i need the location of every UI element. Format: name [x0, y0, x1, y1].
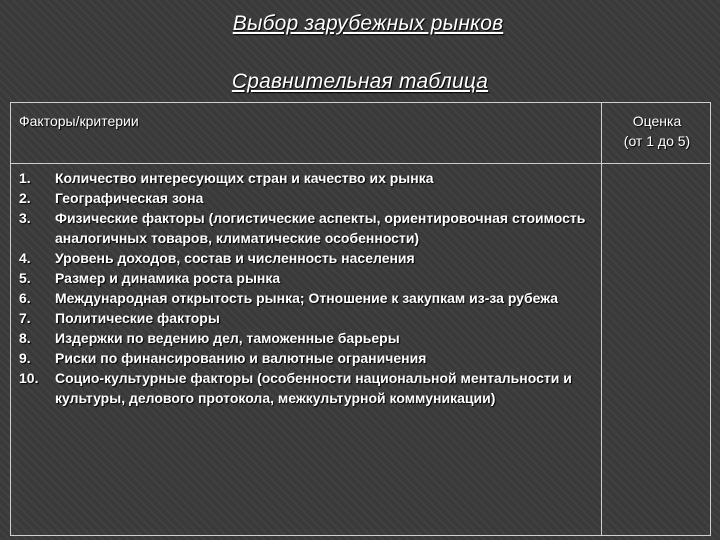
item-text: Размер и динамика роста рынка — [55, 270, 281, 286]
list-item — [19, 328, 593, 348]
header-score-title: Оценка — [632, 113, 682, 129]
item-text: Политические факторы — [55, 310, 220, 326]
item-number: 5. — [19, 270, 31, 286]
item-number: 10. — [19, 370, 39, 386]
item-text: Международная открытость рынка; Отношение к закупкам из-за рубежа — [55, 290, 559, 306]
list-item — [19, 188, 593, 208]
header-score — [602, 103, 711, 164]
item-number: 3. — [19, 210, 31, 226]
factors-cell — [11, 164, 602, 536]
list-item — [19, 288, 593, 308]
item-text: Социо-культурные факторы (особенности национальной ментальности и культуры, делового протокола, межкультурной коммуникации) — [55, 370, 572, 406]
comparison-table — [10, 102, 711, 536]
item-number: 7. — [19, 310, 31, 326]
list-item — [19, 308, 593, 328]
header-factors: Факторы/критерии — [11, 103, 602, 164]
item-text: Издержки по ведению дел, таможенные барьеры — [55, 330, 400, 346]
item-text: Уровень доходов, состав и численность населения — [55, 250, 415, 266]
item-number: 1. — [19, 170, 31, 186]
slide-title: Выбор зарубежных рынков — [232, 12, 504, 35]
item-number: 8. — [19, 330, 31, 346]
list-item — [19, 208, 593, 248]
list-item — [19, 348, 593, 368]
item-number: 9. — [19, 350, 31, 366]
item-number: 6. — [19, 290, 31, 306]
table-header-row — [11, 103, 711, 164]
factors-list — [19, 168, 593, 408]
item-text: Географическая зона — [55, 190, 204, 206]
item-text: Количество интересующих стран и качество их рынка — [55, 170, 434, 186]
item-number: 4. — [19, 250, 31, 266]
list-item — [19, 368, 593, 408]
score-cell — [602, 164, 711, 536]
list-item — [19, 168, 593, 188]
list-item — [19, 248, 593, 268]
slide-subtitle: Сравнительная таблица — [231, 70, 489, 93]
list-item — [19, 268, 593, 288]
header-score-range: (от 1 до 5) — [623, 133, 691, 149]
item-text: Риски по финансированию и валютные ограничения — [55, 350, 427, 366]
table-body-row — [11, 164, 711, 536]
item-number: 2. — [19, 190, 31, 206]
item-text: Физические факторы (логистические аспекты, ориентировочная стоимость аналогичных товаров, климатические особенности) — [55, 210, 586, 246]
